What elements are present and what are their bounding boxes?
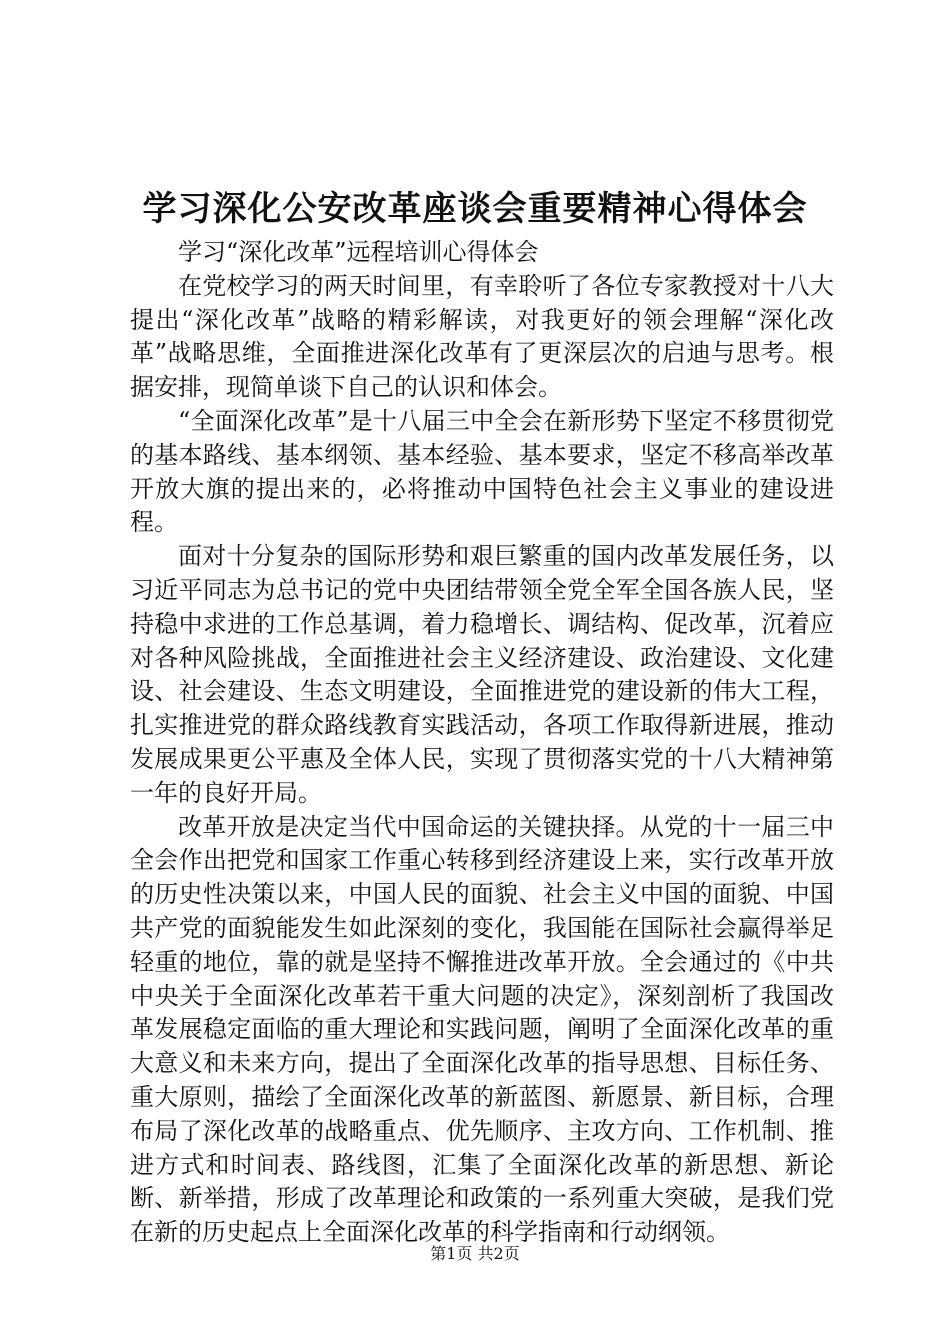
page-footer	[0, 1242, 950, 1266]
paragraph-4: 改革开放是决定当代中国命运的关键抉择。从党的十一届三中全会作出把党和国家工作重心转移到经济建设上来，实行改革开放的历史性决策以来，中国人民的面貌、社会主义中国的面貌、中国共产党的面貌能发生如此深刻的变化，我国能在国际社会赢得举足轻重的地位，靠的就是坚持不懈推进改革开放。全会通过的《中共中央关于全面深化改革若干重大问题的决定》，深刻剖析了我国改革发展稳定面临的重大理论和实践问题，阐明了全面深化改革的重大意义和未来方向，提出了全面深化改革的指导思想、目标任务、重大原则，描绘了全面深化改革的新蓝图、新愿景、新目标，合理布局了深化改革的战略重点、优先顺序、主攻方向、工作机制、推进方式和时间表、路线图，汇集了全面深化改革的新思想、新论断、新举措，形成了改革理论和政策的一系列重大突破，是我们党在新的历史起点上全面深化改革的科学指南和行动纲领。	[130, 812, 834, 1247]
document-title: 学习深化公安改革座谈会重要精神心得体会	[142, 189, 808, 229]
document-body	[130, 236, 834, 1250]
paragraph-2: “全面深化改革”是十八届三中全会在新形势下坚定不移贯彻党的基本路线、基本纲领、基本经验、基本要求，坚定不移高举改革开放大旗的提出来的，必将推动中国特色社会主义事业的建设进程。	[130, 406, 834, 537]
paragraph-1: 在党校学习的两天时间里，有幸聆听了各位专家教授对十八大提出“深化改革”战略的精彩解读，对我更好的领会理解“深化改革”战略思维，全面推进深化改革有了更深层次的启迪与思考。根据安排，现简单谈下自己的认识和体会。	[130, 271, 834, 402]
page-number: 第1页 共2页	[430, 1244, 520, 1263]
paragraph-3: 面对十分复杂的国际形势和艰巨繁重的国内改革发展任务，以习近平同志为总书记的党中央团结带领全党全军全国各族人民，坚持稳中求进的工作总基调，着力稳增长、调结构、促改革，沉着应对各种风险挑战，全面推进社会主义经济建设、政治建设、文化建设、社会建设、生态文明建设，全面推进党的建设新的伟大工程，扎实推进党的群众路线教育实践活动，各项工作取得新进展，推动发展成果更公平惠及全体人民，实现了贯彻落实党的十八大精神第一年的良好开局。	[130, 542, 834, 807]
document-subtitle: 学习“深化改革”远程培训心得体会	[178, 238, 539, 266]
